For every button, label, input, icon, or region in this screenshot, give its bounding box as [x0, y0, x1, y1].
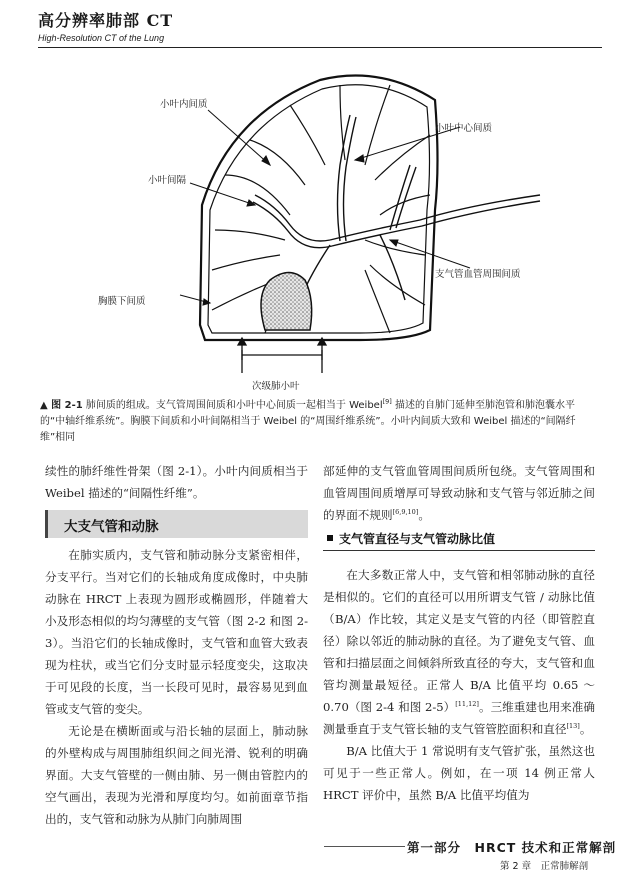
label-subpleural: 胸膜下间质	[98, 296, 146, 307]
running-header-title: 高分辨率肺部 CT	[38, 11, 174, 30]
label-peribronchovascular: 支气管血管周围间质	[435, 269, 521, 280]
right-p2-ref: [11,12]	[455, 700, 479, 709]
caption-ref: [9]	[382, 397, 392, 406]
section-heading: 大支气管和动脉	[64, 519, 159, 535]
right-p1-end: 。	[418, 508, 430, 522]
left-paragraph-1: 续性的肺纤维性骨架（图 2-1）。小叶内间质相当于 Weibel 描述的“间隔性纤维”。	[45, 464, 308, 500]
caption-part2: 描述的自肺门延伸至肺泡管和肺泡囊水平的“中轴纤维系统”。胸膜下间质和小叶间隔相当于 Weibel 的“周围纤维系统”。小叶内间质大致和 Weibel 描述的“间隔纤维”相同	[40, 400, 576, 443]
label-interlobular-interstitium: 小叶内间质	[160, 99, 208, 110]
right-p1-text: 部延伸的支气管血管周围间质所包绕。支气管周围和血管周围间质增厚可导致动脉和支气管与邻近肺之间的界面不规则	[323, 464, 595, 522]
left-paragraph-2: 在肺实质内，支气管和肺动脉分支紧密相伴，分支平行。当对它们的长轴成角度成像时，中央肺动脉在 HRCT 上表现为圆形或椭圆形，伴随着大小及形态相似的均匀薄壁的支气管（图 2-2 和图 2-3）。当沿它们的长轴成像时，支气管和血管大致表现为柱状，或当它们分支时显示轻度变尖，这取决于可见段的长度，当一长段可见时，最容易见到血管或支气管的变尖。	[45, 548, 308, 716]
footer-chapter: 第 2 章 正常肺解剖	[500, 861, 589, 872]
label-centrilobular-interstitium: 小叶中心间质	[435, 123, 493, 134]
section-heading-box	[45, 510, 308, 538]
right-paragraph-2	[323, 564, 595, 740]
right-paragraph-3: B/A 比值大于 1 常说明有支气管扩张，虽然这也可见于一些正常人。例如，在一项 14 例正常人 HRCT 评价中，虽然 B/A 比值平均值为	[323, 744, 595, 802]
running-header-subtitle: High-Resolution CT of the Lung	[38, 33, 165, 43]
figure-number: ▲ 图 2-1	[40, 400, 83, 411]
label-interlobular-septum: 小叶间隔	[148, 175, 187, 186]
subsection-heading	[323, 530, 595, 551]
lung-interstitium-figure	[90, 55, 590, 395]
footer-part-title: 第一部分 HRCT 技术和正常解剖	[407, 840, 617, 855]
subsection-heading-text: 支气管直径与支气管动脉比值	[339, 532, 496, 546]
right-p2-text: 在大多数正常人中，支气管和相邻肺动脉的直径是相似的。它们的直径可以用所谓支气管 / 动脉比值（B/A）作比较，其定义是支气管的内径（即管腔直径）除以邻近的肺动脉的直径。为了避免支气管、血管和扫描层面之间倾斜所致直径的夸大，支气管和血管均测量最短径。正常人 B/A 比值平均 0.65 ～ 0.70（图 2-4 和图 2-5）	[323, 568, 595, 714]
right-paragraph-1	[323, 460, 595, 526]
label-secondary-lobule: 次级肺小叶	[252, 381, 300, 392]
right-column	[323, 460, 595, 806]
figure-caption	[40, 398, 600, 446]
secondary-lobule-shaded	[261, 273, 312, 331]
right-p1-ref: [6,9,10]	[392, 508, 419, 517]
right-p2-end: 。	[579, 722, 592, 736]
square-bullet-icon	[327, 535, 333, 541]
header-rule	[38, 47, 602, 48]
right-p2-text-b: 。三维重建也用来准确测量垂直于支气管长轴的支气管管腔面积和直径	[323, 700, 595, 736]
caption-part1: 肺间质的组成。支气管周围间质和小叶中心间质一起相当于 Weibel	[85, 400, 383, 411]
left-paragraph-3: 无论是在横断面或与沿长轴的层面上，肺动脉的外壁构成与周围肺组织间之间光滑、锐利的明确界面。大支气管壁的一侧由肺、另一侧由管腔内的空气画出，表现为光滑和厚度均匀。如前面章节指出的，支气管和动脉为从肺门向肺周围	[45, 724, 308, 826]
right-p2-ref2: [13]	[566, 722, 580, 731]
